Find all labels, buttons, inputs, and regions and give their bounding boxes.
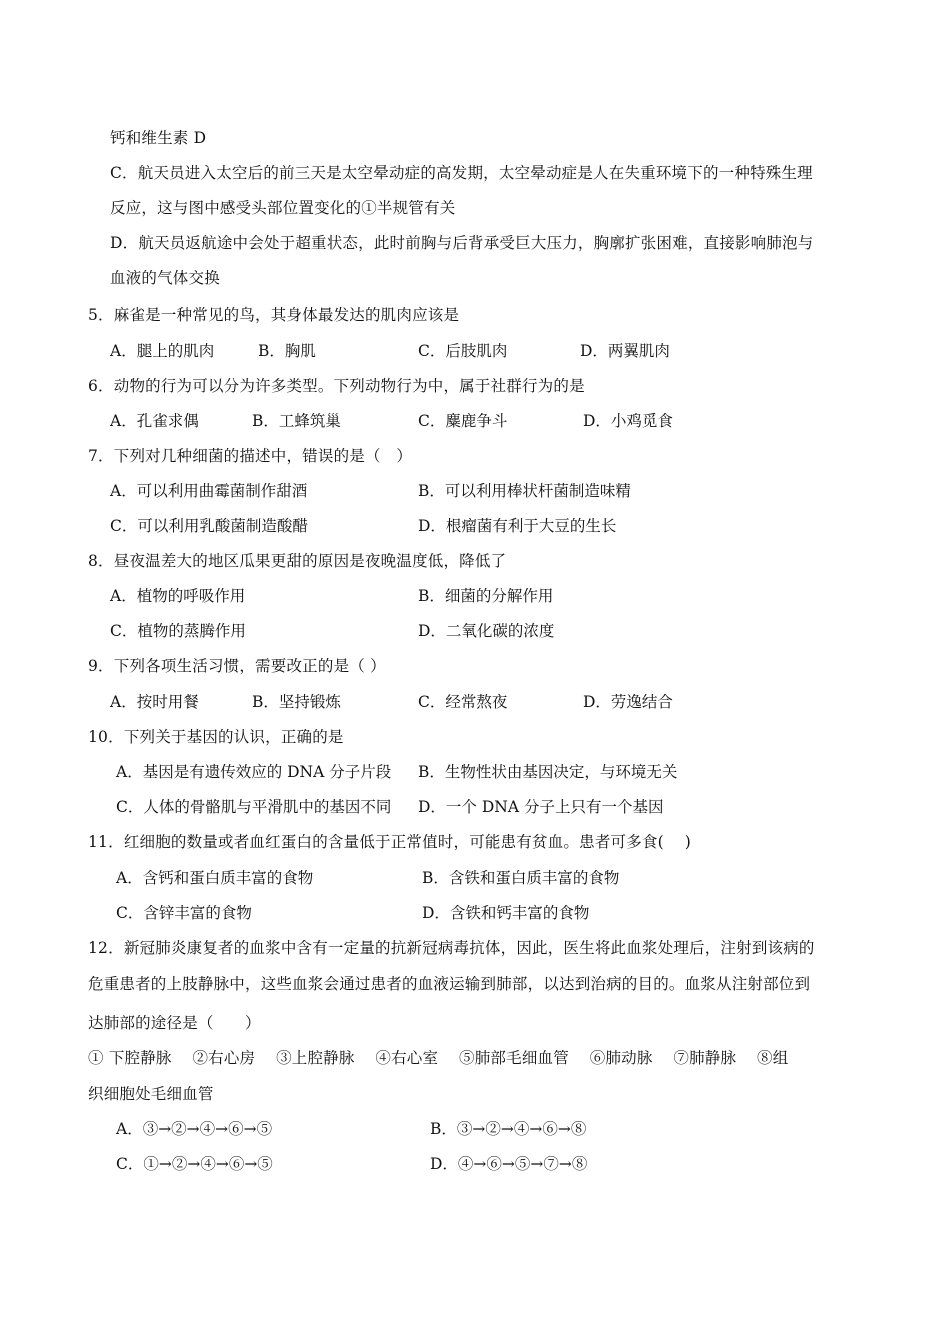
q9-option-a: A．按时用餐: [110, 693, 199, 711]
q12-option-b: B．③→②→④→⑥→⑧: [430, 1120, 587, 1138]
option-c-line1: C．航天员进入太空后的前三天是太空晕动症的高发期，太空晕动症是人在失重环境下的一种特殊生理: [110, 164, 813, 182]
option-d-line1: D．航天员返航途中会处于超重状态，此时前胸与后背承受巨大压力，胸廓扩张困难，直接影响肺泡与: [110, 234, 814, 252]
q9-option-d: D．劳逸结合: [583, 693, 673, 711]
q5-option-b: B．胸肌: [258, 342, 316, 360]
q5-option-c: C．后肢肌肉: [418, 342, 508, 360]
question-12-line1: 12．新冠肺炎康复者的血浆中含有一定量的抗新冠病毒抗体，因此，医生将此血浆处理后，注射到该病的: [88, 939, 815, 957]
q12-option-a: A．③→②→④→⑥→⑤: [116, 1120, 273, 1138]
option-c-line2: 反应，这与图中感受头部位置变化的①半规管有关: [110, 199, 456, 217]
question-12-line2: 危重患者的上肢静脉中，这些血浆会通过患者的血液运输到肺部，以达到治病的目的。血浆从注射部位到: [88, 975, 811, 993]
question-7: 7．下列对几种细菌的描述中，错误的是（ ）: [88, 447, 413, 465]
q6-option-c: C．麋鹿争斗: [418, 412, 508, 430]
q5-option-d: D．两翼肌肉: [580, 342, 670, 360]
q10-option-d: D．一个 DNA 分子上只有一个基因: [418, 798, 664, 816]
question-12-items-line2: 织细胞处毛细血管: [88, 1085, 214, 1103]
q5-option-a: A．腿上的肌肉: [110, 342, 215, 360]
question-10: 10．下列关于基因的认识，正确的是: [88, 728, 344, 746]
question-9: 9．下列各项生活习惯，需要改正的是（ ）: [88, 657, 386, 675]
q10-option-c: C．人体的骨骼肌与平滑肌中的基因不同: [116, 798, 392, 816]
question-6: 6．动物的行为可以分为许多类型。下列动物行为中，属于社群行为的是: [88, 377, 585, 395]
q11-option-c: C．含锌丰富的食物: [116, 904, 252, 922]
question-11: 11．红细胞的数量或者血红蛋白的含量低于正常值时，可能患有贫血。患者可多食( ): [88, 833, 691, 851]
q7-option-b: B．可以利用棒状杆菌制造味精: [418, 482, 631, 500]
question-5: 5．麻雀是一种常见的鸟，其身体最发达的肌肉应该是: [88, 306, 460, 324]
q12-option-c: C．①→②→④→⑥→⑤: [116, 1155, 273, 1173]
q10-option-b: B．生物性状由基因决定，与环境无关: [418, 763, 678, 781]
q6-option-d: D．小鸡觅食: [583, 412, 673, 430]
q10-option-a: A．基因是有遗传效应的 DNA 分子片段: [116, 763, 392, 781]
q7-option-d: D．根瘤菌有利于大豆的生长: [418, 517, 617, 535]
q7-option-c: C．可以利用乳酸菌制造酸醋: [110, 517, 308, 535]
q6-option-b: B．工蜂筑巢: [252, 412, 341, 430]
q9-option-b: B．坚持锻炼: [252, 693, 341, 711]
option-d-line2: 血液的气体交换: [110, 269, 220, 287]
q8-option-c: C．植物的蒸腾作用: [110, 622, 246, 640]
q8-option-b: B．细菌的分解作用: [418, 587, 554, 605]
q8-option-a: A．植物的呼吸作用: [110, 587, 246, 605]
q11-option-d: D．含铁和钙丰富的食物: [422, 904, 590, 922]
question-12-line3: 达肺部的途径是（ ）: [88, 1014, 261, 1032]
q7-option-a: A．可以利用曲霉菌制作甜酒: [110, 482, 308, 500]
q11-option-b: B．含铁和蛋白质丰富的食物: [422, 869, 620, 887]
question-8: 8．昼夜温差大的地区瓜果更甜的原因是夜晚温度低，降低了: [88, 552, 507, 570]
q11-option-a: A．含钙和蛋白质丰富的食物: [116, 869, 314, 887]
q9-option-c: C．经常熬夜: [418, 693, 508, 711]
q8-option-d: D．二氧化碳的浓度: [418, 622, 555, 640]
question-12-items-line1: ① 下腔静脉 ②右心房 ③上腔静脉 ④右心室 ⑤肺部毛细血管 ⑥肺动脉 ⑦肺静脉 ⑧组: [88, 1049, 789, 1067]
continued-text: 钙和维生素 D: [110, 129, 207, 147]
q6-option-a: A．孔雀求偶: [110, 412, 199, 430]
q12-option-d: D．④→⑥→⑤→⑦→⑧: [430, 1155, 588, 1173]
